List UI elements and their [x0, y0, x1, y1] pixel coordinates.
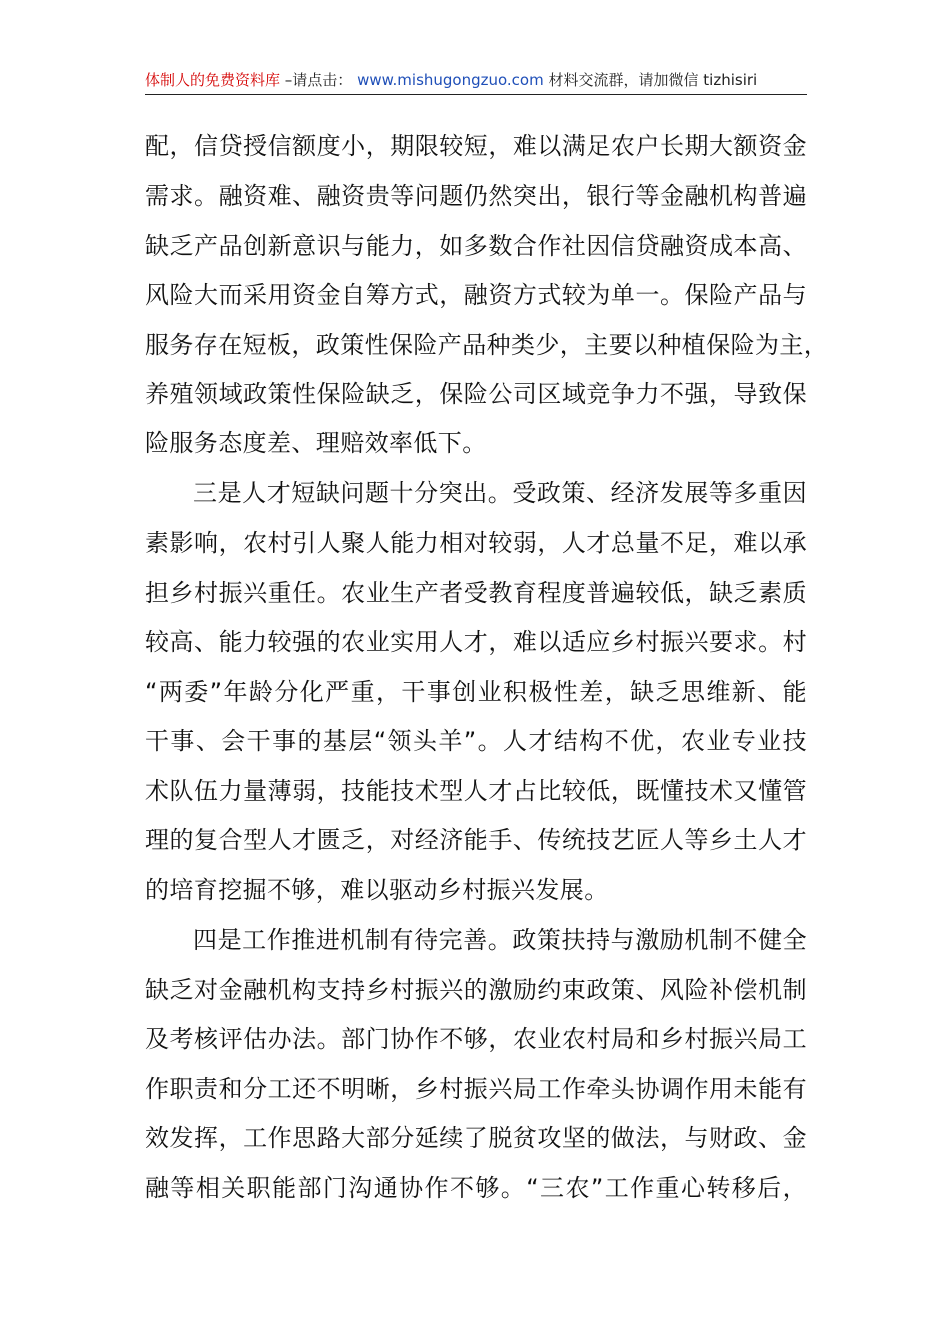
header-brand: 体制人的免费资料库 — [145, 71, 281, 89]
body-line: 干事、会干事的基层“领头羊”。人才结构不优，农业专业技 — [145, 727, 807, 755]
body-line: 术队伍力量薄弱，技能技术型人才占比较低，既懂技术又懂管 — [145, 777, 807, 805]
body-line: 服务存在短板，政策性保险产品种类少，主要以种植保险为主， — [145, 331, 829, 359]
body-line: 缺乏产品创新意识与能力，如多数合作社因信贷融资成本高、 — [145, 232, 807, 260]
body-line: 担乡村振兴重任。农业生产者受教育程度普遍较低，缺乏素质 — [145, 579, 807, 607]
body-line: 融等相关职能部门沟通协作不够。“三农”工作重心转移后， — [145, 1174, 807, 1202]
body-line: 及考核评估办法。部门协作不够，农业农村局和乡村振兴局工 — [145, 1025, 807, 1053]
body-line: 险服务态度差、理赔效率低下。 — [145, 429, 487, 457]
paragraph-first-line: 四是工作推进机制有待完善。政策扶持与激励机制不健全 — [193, 926, 807, 954]
header-prompt: –请点击： — [284, 71, 353, 89]
header-website-link[interactable]: www.mishugongzuo.com — [357, 71, 544, 89]
body-line: 需求。融资难、融资贵等问题仍然突出，银行等金融机构普遍 — [145, 182, 807, 210]
body-line: 素影响，农村引人聚人能力相对较弱，人才总量不足，难以承 — [145, 529, 807, 557]
paragraph-first-line: 三是人才短缺问题十分突出。受政策、经济发展等多重因 — [193, 479, 807, 507]
body-line: 风险大而采用资金自筹方式，融资方式较为单一。保险产品与 — [145, 281, 807, 309]
body-line: 配，信贷授信额度小，期限较短，难以满足农户长期大额资金 — [145, 132, 807, 160]
body-line: 缺乏对金融机构支持乡村振兴的激励约束政策、风险补偿机制 — [145, 976, 807, 1004]
body-line: “两委”年龄分化严重，干事创业积极性差，缺乏思维新、能 — [145, 678, 807, 706]
body-line: 作职责和分工还不明晰，乡村振兴局工作牵头协调作用未能有 — [145, 1075, 807, 1103]
body-line: 的培育挖掘不够，难以驱动乡村振兴发展。 — [145, 876, 609, 904]
header-wechat-note: 材料交流群，请加微信 tizhisiri — [548, 71, 758, 89]
body-line: 较高、能力较强的农业实用人才，难以适应乡村振兴要求。村 — [145, 628, 807, 656]
body-line: 理的复合型人才匮乏，对经济能手、传统技艺匠人等乡土人才 — [145, 826, 807, 854]
body-line: 养殖领域政策性保险缺乏，保险公司区域竞争力不强，导致保 — [145, 380, 807, 408]
page-header — [145, 70, 807, 95]
body-line: 效发挥，工作思路大部分延续了脱贫攻坚的做法，与财政、金 — [145, 1124, 807, 1152]
